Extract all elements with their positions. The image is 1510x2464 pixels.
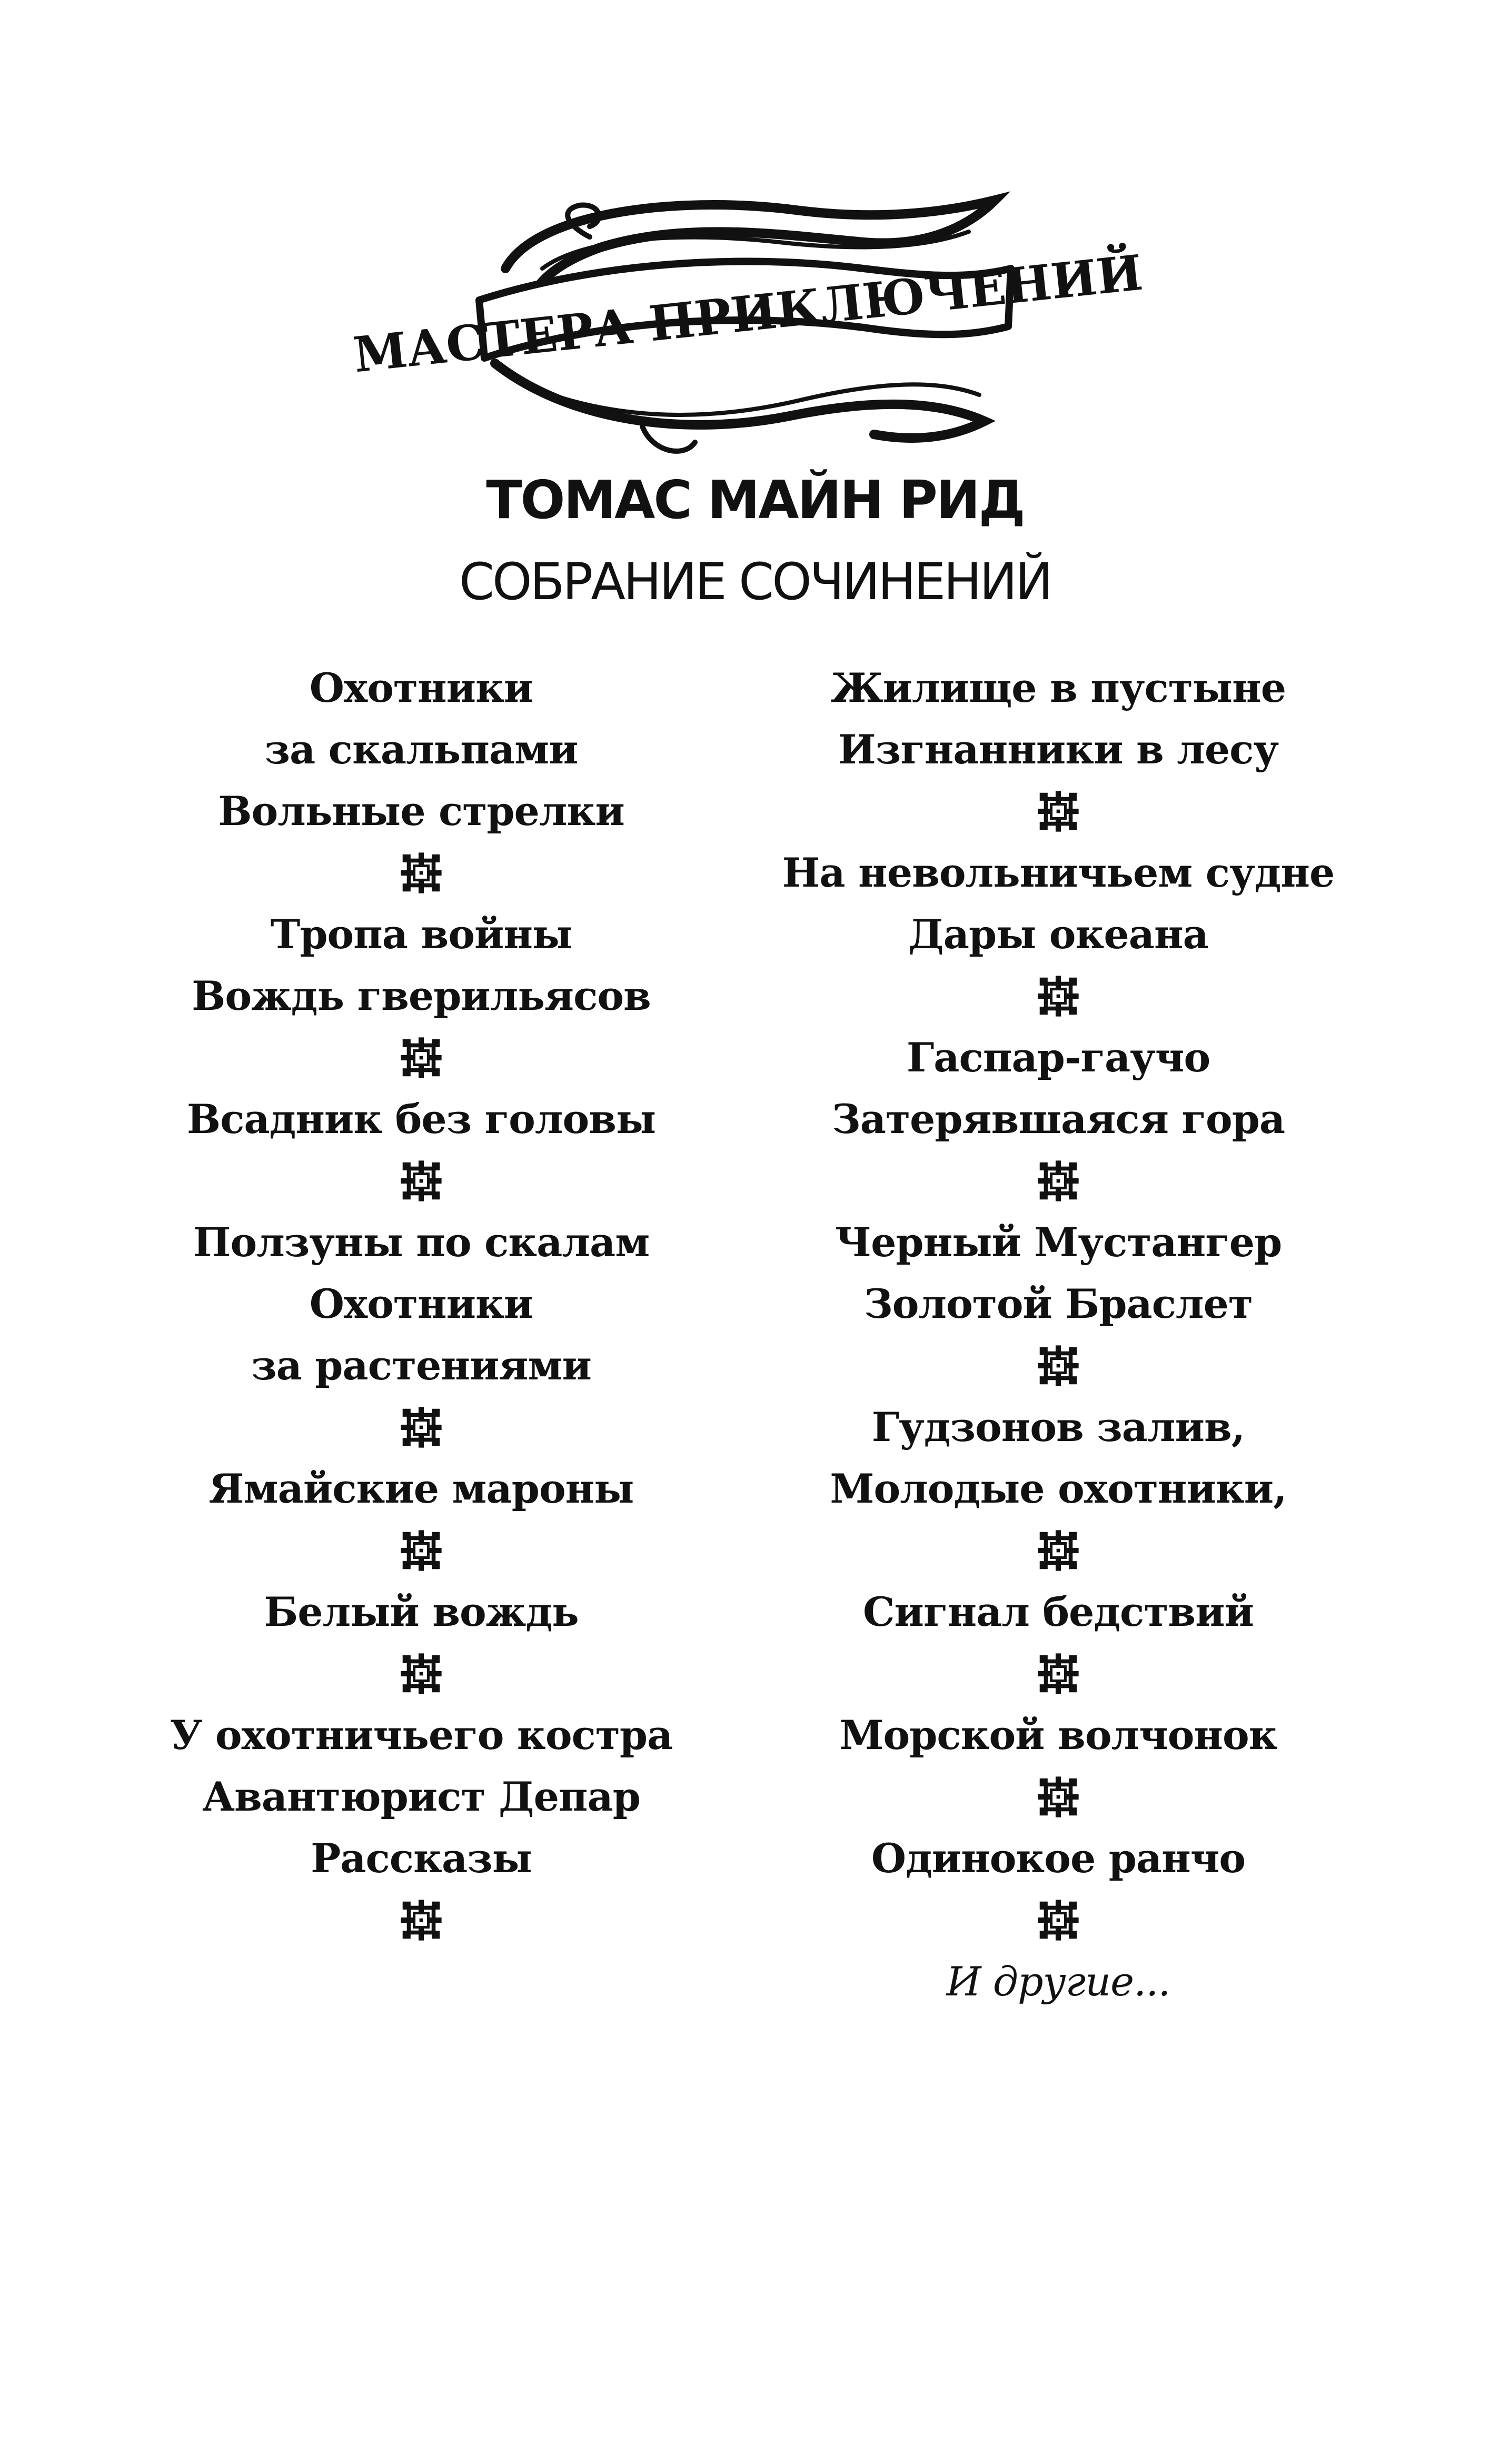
- ornament-divider: [79, 1889, 763, 1951]
- book-title: Черный Мустангер: [835, 1219, 1282, 1266]
- book-title: Золотой Браслет: [863, 1280, 1253, 1327]
- book-title: У охотничьего костра: [170, 1712, 673, 1758]
- celtic-cross-ornament-icon: [1036, 1528, 1080, 1573]
- celtic-cross-ornament-icon: [1036, 1652, 1080, 1696]
- book-title: Вольные стрелки: [218, 788, 624, 834]
- ornament-divider: [716, 965, 1400, 1027]
- book-title: Молодые охотники,: [830, 1465, 1287, 1512]
- book-title: Рассказы: [311, 1835, 532, 1882]
- ornament-divider: [79, 1150, 763, 1211]
- book-title: Вождь гверильясов: [192, 972, 651, 1019]
- ornament-divider: [716, 1150, 1400, 1211]
- ornament-divider: [79, 1396, 763, 1458]
- celtic-cross-ornament-icon: [399, 1036, 443, 1080]
- celtic-cross-ornament-icon: [399, 1159, 443, 1203]
- book-title: Белый вождь: [264, 1588, 579, 1635]
- book-title: Ползуны по скалам: [193, 1219, 650, 1266]
- celtic-cross-ornament-icon: [399, 1528, 443, 1573]
- book-title: Жилище в пустыне: [830, 664, 1286, 711]
- ornament-divider: [716, 1335, 1400, 1396]
- celtic-cross-ornament-icon: [1036, 1344, 1080, 1388]
- book-title: Гудзонов залив,: [871, 1404, 1245, 1450]
- ornament-divider: [79, 1027, 763, 1088]
- book-title: Одинокое ранчо: [871, 1835, 1246, 1882]
- ribbon-banner-icon: [351, 190, 1146, 463]
- book-title: Изгнанники в лесу: [838, 726, 1279, 773]
- book-title: Авантюрист Депар: [202, 1773, 640, 1820]
- celtic-cross-ornament-icon: [399, 851, 443, 895]
- series-logo: [351, 190, 1146, 463]
- celtic-cross-ornament-icon: [1036, 1775, 1080, 1819]
- celtic-cross-ornament-icon: [1036, 1159, 1080, 1203]
- celtic-cross-ornament-icon: [1036, 789, 1080, 833]
- ornament-divider: [79, 842, 763, 903]
- book-title: Всадник без головы: [186, 1096, 656, 1142]
- book-title: Сигнал бедствий: [863, 1588, 1254, 1635]
- book-title: Тропа войны: [270, 911, 572, 958]
- book-title: На невольничьем судне: [782, 849, 1335, 896]
- book-title: Дары океана: [908, 911, 1208, 958]
- book-title: Затерявшаяся гора: [831, 1096, 1285, 1142]
- celtic-cross-ornament-icon: [399, 1405, 443, 1449]
- ornament-divider: [79, 1519, 763, 1581]
- author-name: ТОМАС МАЙН РИД: [486, 469, 1024, 531]
- book-title: Охотники: [309, 664, 533, 711]
- left-title-column: [79, 657, 763, 1951]
- collection-subtitle: СОБРАНИЕ СОЧИНЕНИЙ: [459, 552, 1051, 611]
- celtic-cross-ornament-icon: [1036, 974, 1080, 1018]
- ornament-divider: [716, 1889, 1400, 1951]
- book-title: за скальпами: [264, 726, 578, 773]
- book-title: Гаспар-гаучо: [906, 1034, 1210, 1081]
- series-logo-text: МАСТЕРА ПРИКЛЮЧЕНИЙ: [351, 244, 1146, 384]
- book-title: Охотники: [309, 1280, 533, 1327]
- ornament-divider: [716, 1519, 1400, 1581]
- ornament-divider: [79, 1643, 763, 1704]
- celtic-cross-ornament-icon: [1036, 1898, 1080, 1942]
- book-title: Морской волчонок: [839, 1712, 1277, 1758]
- ornament-divider: [716, 780, 1400, 842]
- ornament-divider: [716, 1766, 1400, 1827]
- right-title-column: [716, 657, 1400, 2012]
- book-title: Ямайские мароны: [208, 1465, 634, 1512]
- book-title: за растениями: [251, 1342, 591, 1389]
- ornament-divider: [716, 1643, 1400, 1704]
- celtic-cross-ornament-icon: [399, 1898, 443, 1942]
- more-titles-note: И другие...: [946, 1958, 1170, 2005]
- celtic-cross-ornament-icon: [399, 1652, 443, 1696]
